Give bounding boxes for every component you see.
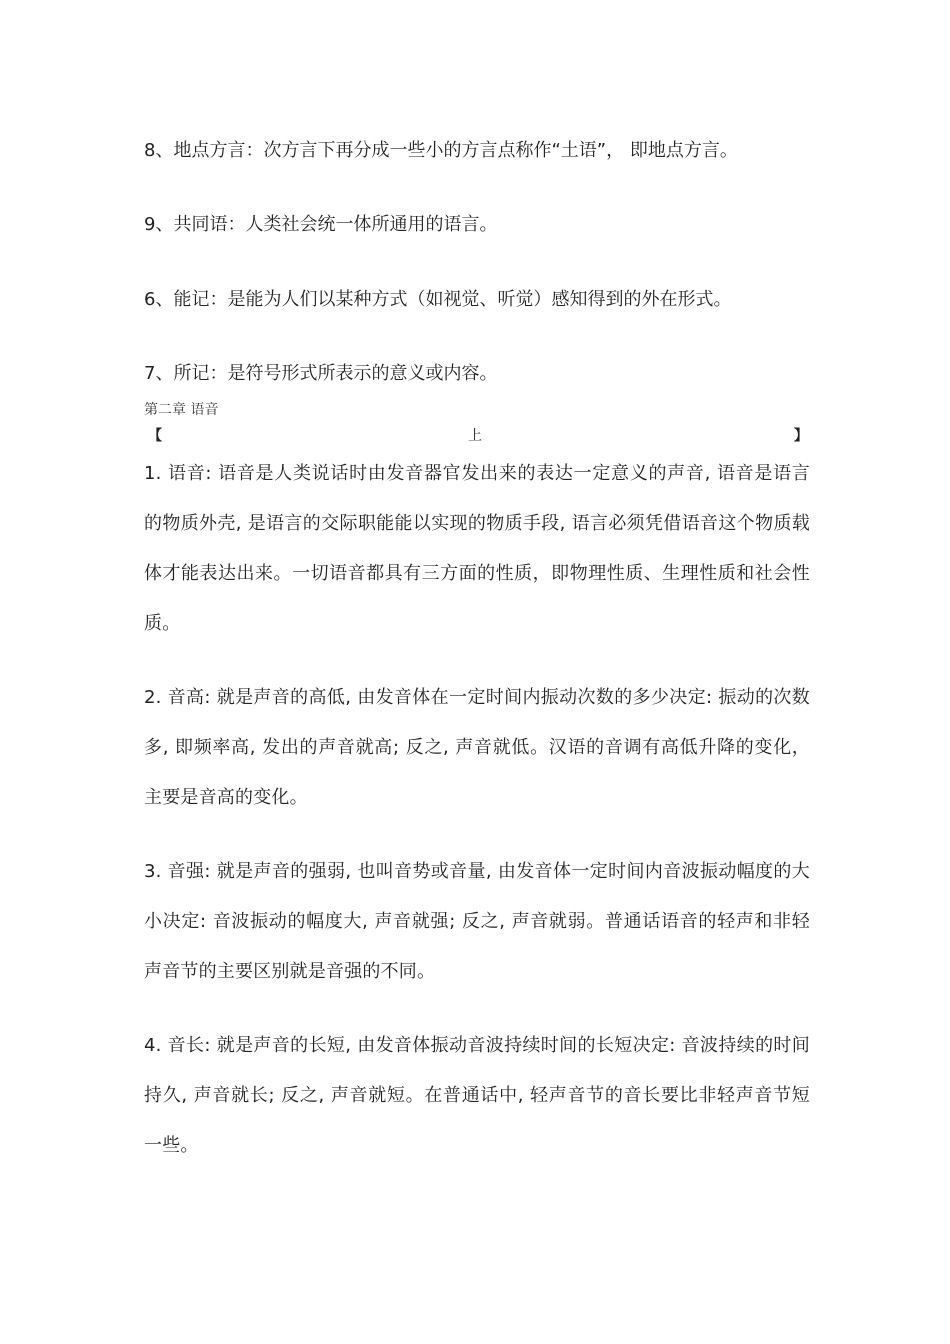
definition-local-dialect: 8、地点方言：次方言下再分成一些小的方言点称作“土语”， 即地点方言。 [144,140,738,161]
paragraph-speech-sound: 1. 语音: 语音是人类说话时由发音器官发出来的表达一定意义的声音, 语音是语言的物质外壳, 是语言的交际职能能以实现的物质手段, 语言必须凭借语音这个物质载体才能表达出来。一切语音都具有三方面的性质，即物理性质、生理性质和社会性质。 [144,463,810,634]
definition-signified: 7、所记：是符号形式所表示的意义或内容。 [144,363,498,384]
chapter-section-marker [144,425,808,447]
left-bracket: 【 [148,428,162,444]
chapter-title: 第二章 语音 [144,402,219,418]
paragraph-intensity: 3. 音强: 就是声音的强弱, 也叫音势或音量, 由发音体一定时间内音波振动幅度的大小决定: 音波振动的幅度大, 声音就强; 反之, 声音就弱。普通话语音的轻声和非轻声音节的主要区别就是音强的不同。 [144,861,810,982]
right-bracket: 】 [794,428,808,444]
definition-common-language: 9、共同语：人类社会统一体所通用的语言。 [144,214,498,235]
definition-signifier: 6、能记：是能为人们以某种方式（如视觉、听觉）感知得到的外在形式。 [144,289,732,310]
paragraph-duration: 4. 音长: 就是声音的长短, 由发音体振动音波持续时间的长短决定: 音波持续的时间持久, 声音就长; 反之, 声音就短。在普通话中, 轻声音节的音长要比非轻声音节短一些。 [144,1035,810,1156]
section-label: 上 [468,428,482,444]
paragraph-pitch: 2. 音高: 就是声音的高低, 由发音体在一定时间内振动次数的多少决定: 振动的次数多, 即频率高, 发出的声音就高; 反之, 声音就低。汉语的音调有高低升降的变化，主要是音高的变化。 [144,687,810,808]
